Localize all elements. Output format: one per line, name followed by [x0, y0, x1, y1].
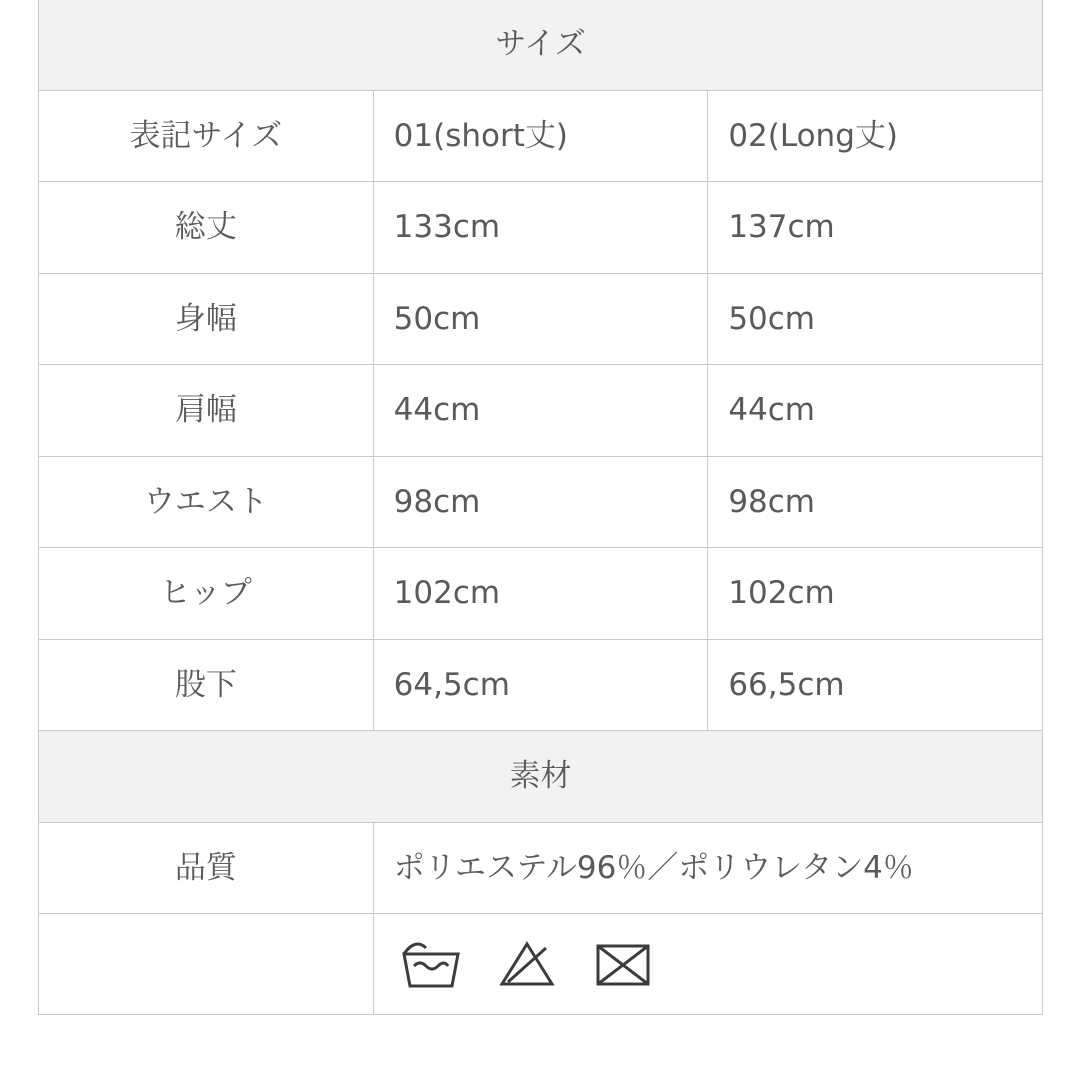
row-label-body-width: 身幅 — [39, 273, 374, 365]
row-value-hip-01: 102cm — [373, 548, 708, 640]
section-header-size: サイズ — [39, 0, 1043, 90]
row-value-inseam-02: 66,5cm — [708, 639, 1043, 731]
row-value-total-length-01: 133cm — [373, 182, 708, 274]
table-row — [39, 639, 1043, 731]
row-value-quality: ポリエステル96％／ポリウレタン4％ — [373, 822, 1042, 914]
table-row — [39, 182, 1043, 274]
table-section-row — [39, 731, 1043, 823]
row-label-hip: ヒップ — [39, 548, 374, 640]
table-row — [39, 273, 1043, 365]
row-value-care-icons — [373, 914, 1042, 1015]
do-not-bleach-icon — [496, 938, 558, 990]
table-row — [39, 365, 1043, 457]
row-value-hip-02: 102cm — [708, 548, 1043, 640]
care-icon-group — [394, 936, 1022, 992]
row-value-body-width-02: 50cm — [708, 273, 1043, 365]
table-row — [39, 90, 1043, 182]
section-header-material: 素材 — [39, 731, 1043, 823]
row-value-shoulder-width-01: 44cm — [373, 365, 708, 457]
row-value-waist-02: 98cm — [708, 456, 1043, 548]
wash-tub-icon — [400, 938, 462, 990]
row-label-quality: 品質 — [39, 822, 374, 914]
row-value-shoulder-width-02: 44cm — [708, 365, 1043, 457]
row-value-body-width-01: 50cm — [373, 273, 708, 365]
do-not-tumble-dry-icon — [592, 938, 654, 990]
table-row — [39, 822, 1043, 914]
row-value-total-length-02: 137cm — [708, 182, 1043, 274]
row-label-care — [39, 914, 374, 1015]
row-label-waist: ウエスト — [39, 456, 374, 548]
row-label-size-name: 表記サイズ — [39, 90, 374, 182]
row-value-size-name-01: 01(short丈) — [373, 90, 708, 182]
row-value-size-name-02: 02(Long丈) — [708, 90, 1043, 182]
row-value-waist-01: 98cm — [373, 456, 708, 548]
table-row — [39, 914, 1043, 1015]
product-spec-table — [38, 0, 1043, 1015]
row-label-inseam: 股下 — [39, 639, 374, 731]
row-label-shoulder-width: 肩幅 — [39, 365, 374, 457]
table-section-row — [39, 0, 1043, 90]
row-label-total-length: 総丈 — [39, 182, 374, 274]
row-value-inseam-01: 64,5cm — [373, 639, 708, 731]
table-row — [39, 456, 1043, 548]
table-row — [39, 548, 1043, 640]
